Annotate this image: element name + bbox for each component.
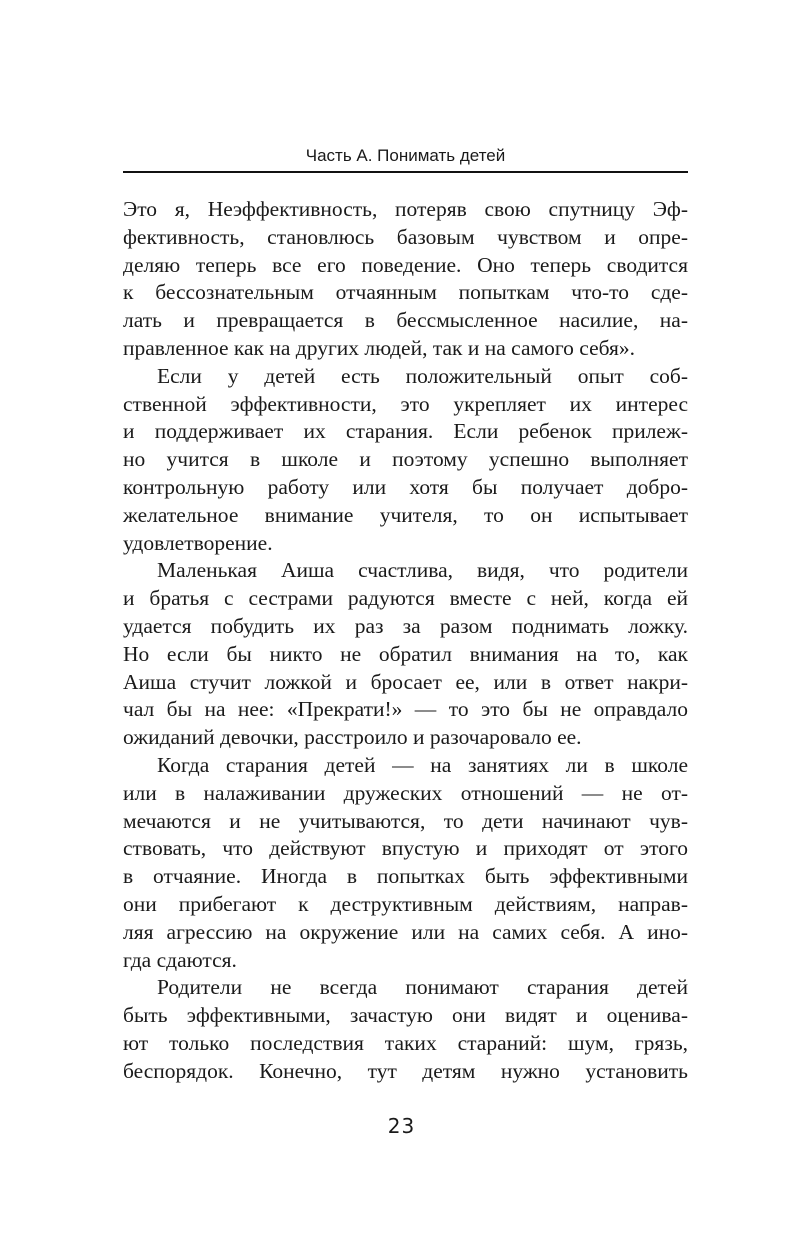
paragraph [123,363,688,558]
text-line: ют только последствия таких стараний: шум, грязь, [123,1030,688,1055]
text-line: гда сдаются. [123,947,237,972]
text-line: Но если бы никто не обратил внимания на то, как [123,641,688,666]
text-line: деляю теперь все его поведение. Оно теперь сводится [123,252,688,277]
text-line: или в налаживании дружеских отношений — не от- [123,780,688,805]
text-line: Маленькая Аиша счастлива, видя, что родители [157,558,688,583]
text-line: удовлетворение. [123,530,273,555]
text-line: и поддерживает их старания. Если ребенок прилеж- [123,419,688,444]
text-line: они прибегают к деструктивным действиям, направ- [123,891,688,916]
header-rule [123,171,688,173]
text-line: чал бы на нее: «Прекрати!» — то это бы не оправдало [123,697,688,722]
running-header: Часть А. Понимать детей [305,146,506,165]
text-line: ственной эффективности, это укрепляет их интерес [123,391,688,416]
text-line: Родители не всегда понимают старания детей [157,975,688,1000]
text-line: фективность, становлюсь базовым чувством и опре- [123,224,688,249]
text-line: Это я, Неэффективность, потеряв свою спутницу Эф- [123,197,688,221]
text-line: но учится в школе и поэтому успешно выполняет [123,447,688,472]
text-line: ожиданий девочки, расстроило и разочаровало ее. [123,725,582,750]
text-line: и братья с сестрами радуются вместе с ней, когда ей [123,586,688,611]
text-line: удается побудить их раз за разом поднимать ложку. [123,613,688,638]
paragraph [123,557,688,752]
text-line: желательное внимание учителя, то он испытывает [123,502,688,527]
text-line: быть эффективными, зачастую они видят и оценива- [123,1003,688,1028]
text-line: правленное как на других людей, так и на самого себя». [123,335,636,360]
body-text [123,196,688,1086]
page-number: 23 [387,1114,416,1138]
text-line: ствовать, что действуют впустую и приходят от этого [123,836,688,861]
text-line: Аиша стучит ложкой и бросает ее, или в ответ накри- [123,669,688,694]
text-line: Когда старания детей — на занятиях ли в школе [157,752,688,777]
text-line: контрольную работу или хотя бы получает добро- [123,474,688,499]
text-line: в отчаяние. Иногда в попытках быть эффективными [123,864,688,889]
paragraph [123,974,688,1085]
paragraph [123,196,688,363]
text-line: к бессознательным отчаянным попыткам что-то сде- [123,280,688,305]
paragraph [123,752,688,974]
text-line: Если у детей есть положительный опыт соб- [157,363,688,388]
text-line: ляя агрессию на окружение или на самих себя. А ино- [123,919,688,944]
text-line: лать и превращается в бессмысленное насилие, на- [123,308,688,333]
text-line: беспорядок. Конечно, тут детям нужно установить [123,1058,688,1083]
text-line: мечаются и не учитываются, то дети начинают чув- [123,808,688,833]
